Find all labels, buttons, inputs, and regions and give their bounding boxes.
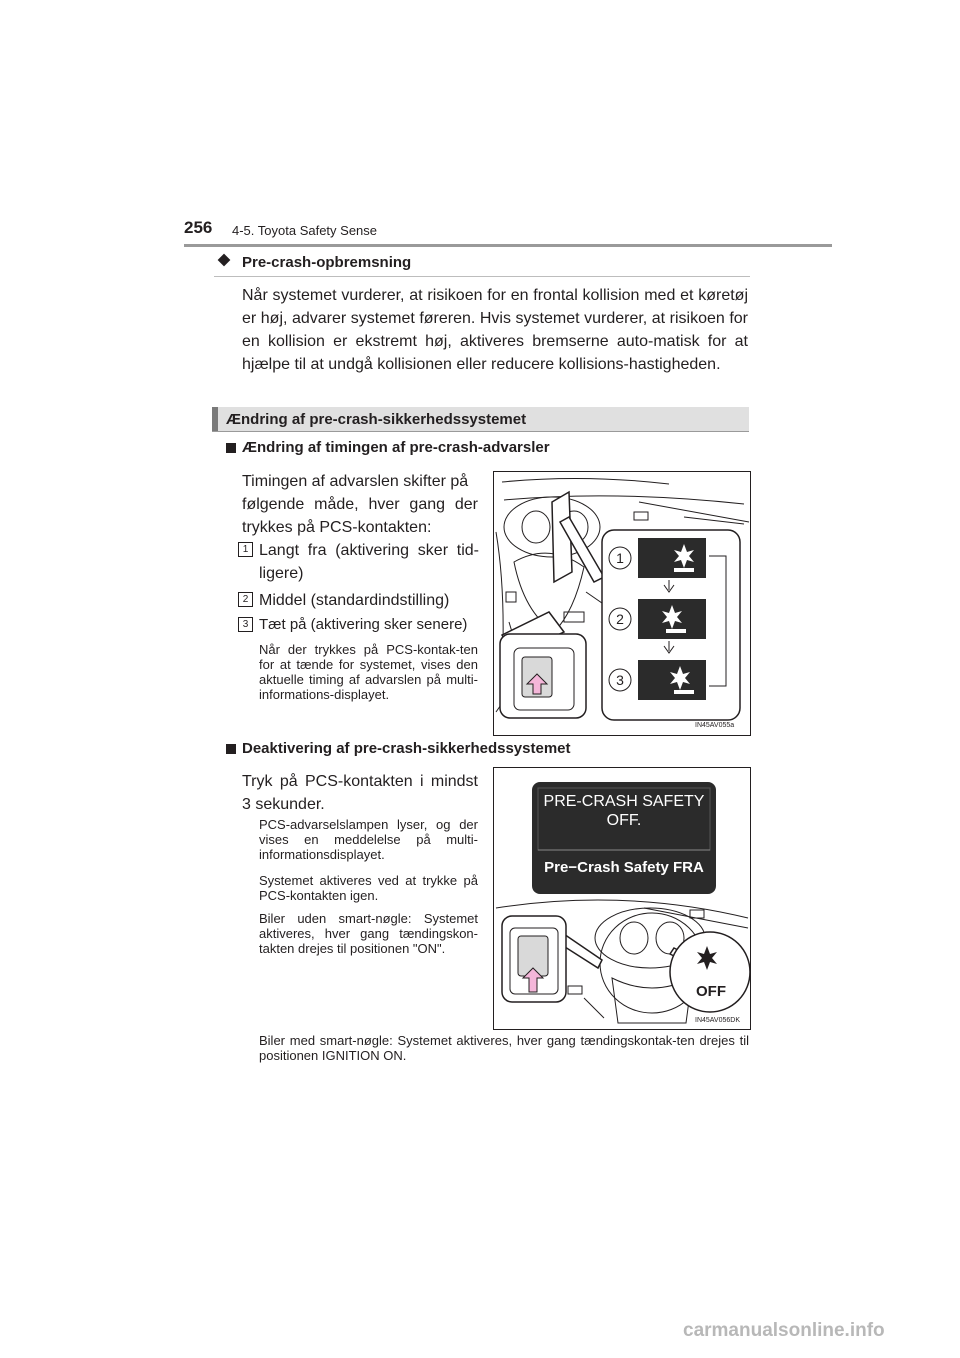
figure1-code: IN45AV055a xyxy=(695,722,735,729)
display-line-1: PRE-CRASH SAFETY xyxy=(543,793,705,810)
number-marker-3: 3 xyxy=(238,617,253,632)
header-title: 4-5. Toyota Safety Sense xyxy=(232,223,378,238)
figure1-label-1: 1 xyxy=(616,550,624,566)
timing-intro-line1: Timingen af advarslen skifter på xyxy=(242,473,469,490)
timing-item-1-line2: ligere) xyxy=(259,565,304,582)
section-paragraph: Når systemet vurderer, at risikoen for en frontal kollision med et køretøj er høj, advarer systemet føreren. Hvis systemet vurderer, at risikoen for en kollision er ekstremt høj, aktiveres bremserne auto-matisk for at hjælpe til at undgå kollisionen eller reducere kollisions-hastigheden. xyxy=(242,287,748,373)
square-bullet-icon xyxy=(226,443,236,453)
page-number: 256 xyxy=(184,218,213,237)
deactivate-intro-line2: 3 sekunder. xyxy=(242,796,325,813)
timing-intro-line2: følgende måde, hver gang der xyxy=(242,496,478,513)
timing-heading: Ændring af timingen af pre-crash-advarsler xyxy=(242,439,550,456)
square-bullet-icon xyxy=(226,744,236,754)
off-label: OFF xyxy=(696,983,726,1000)
display-message: Pre−Crash Safety FRA xyxy=(544,859,704,876)
figure1-label-2: 2 xyxy=(616,611,624,627)
band-title: Ændring af pre-crash-sikkerhedssystemet xyxy=(226,411,527,428)
section-rule xyxy=(214,276,750,277)
timing-item-3: Tæt på (aktivering sker senere) xyxy=(259,616,468,633)
section-title: Pre-crash-opbremsning xyxy=(242,254,412,271)
timing-item-1-line1: Langt fra (aktivering sker tid- xyxy=(259,542,479,559)
band-rule xyxy=(212,431,749,432)
number-marker-1: 1 xyxy=(238,542,253,557)
deactivate-note-3: Biler uden smart-nøgle: Systemet aktiveres, hver gang tændingskon-takten drejes til positionen "ON". xyxy=(259,911,478,956)
header-rule xyxy=(184,244,832,247)
deactivate-note-1: PCS-advarselslampen lyser, og der vises en meddelelse på multi-informationsdisplayet. xyxy=(259,817,478,862)
figure1-label-3: 3 xyxy=(616,672,624,688)
watermark: carmanualsonline.info xyxy=(683,1320,885,1341)
deactivate-note-4: Biler med smart-nøgle: Systemet aktiveres, hver gang tændingskontak-ten drejes til positionen IGNITION ON. xyxy=(259,1033,749,1063)
deactivate-heading: Deaktivering af pre-crash-sikkerhedssystemet xyxy=(242,740,571,757)
figure2-code: IN45AV056DK xyxy=(695,1017,741,1024)
timing-figure xyxy=(493,471,751,736)
timing-note: Når der trykkes på PCS-kontak-ten for at tænde for systemet, vises den aktuelle timing af advarslen på multi-informations-displayet. xyxy=(259,642,478,702)
timing-intro-line3: trykkes på PCS-kontakten: xyxy=(242,519,432,536)
dashboard-timing-illustration xyxy=(494,472,750,735)
deactivate-note-2: Systemet aktiveres ved at trykke på PCS-kontakten igen. xyxy=(259,873,478,903)
deactivate-figure xyxy=(493,767,751,1030)
display-line-2: OFF. xyxy=(606,812,642,829)
diamond-bullet-icon xyxy=(218,254,231,267)
number-marker-2: 2 xyxy=(238,592,253,607)
timing-item-2: Middel (standardindstilling) xyxy=(259,592,450,609)
deactivate-intro-line1: Tryk på PCS-kontakten i mindst xyxy=(242,773,478,790)
